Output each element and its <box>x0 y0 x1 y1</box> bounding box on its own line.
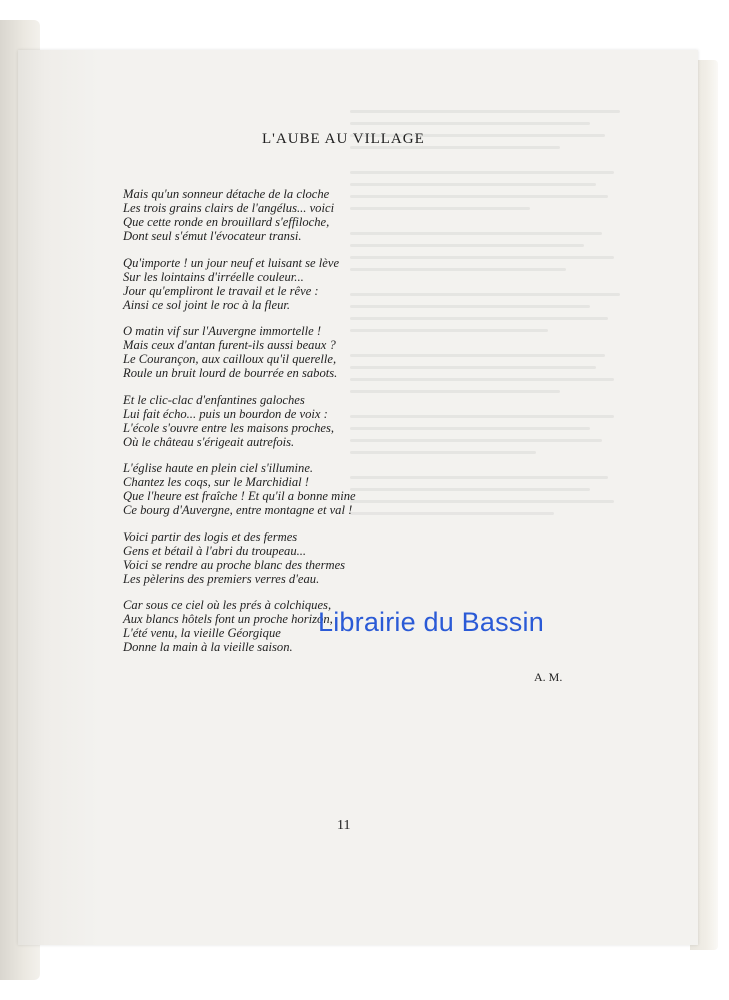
poem-line: Mais ceux d'antan furent-ils aussi beaux ? <box>123 338 336 352</box>
poem-line: Ce bourg d'Auvergne, entre montagne et val ! <box>123 503 353 517</box>
poem-line: Chantez les coqs, sur le Marchidial ! <box>123 475 309 489</box>
poem-line: Qu'importe ! un jour neuf et luisant se lève <box>123 255 340 270</box>
poem-line: Que l'heure est fraîche ! Et qu'il a bonne mine <box>123 489 356 503</box>
stanza-1 <box>123 187 423 243</box>
poem-line: Donne la main à la vieille saison. <box>123 640 293 654</box>
poem-line: Les trois grains clairs de l'angélus... voici <box>123 201 335 215</box>
poem-line: O matin vif sur l'Auvergne immortelle ! <box>123 324 322 338</box>
poem-line: Les pèlerins des premiers verres d'eau. <box>123 571 320 586</box>
poem-line: Ainsi ce sol joint le roc à la fleur. <box>123 297 291 312</box>
poem-line: L'église haute en plein ciel s'illumine. <box>123 461 314 475</box>
poem-line: Sur les lointains d'irréelle couleur... <box>123 269 304 284</box>
poem-line: L'été venu, la vieille Géorgique <box>123 626 281 640</box>
poem-line: Voici se rendre au proche blanc des thermes <box>123 557 346 572</box>
watermark: Librairie du Bassin <box>318 607 544 637</box>
poem-line: Car sous ce ciel où les prés à colchiques, <box>123 598 332 612</box>
stanza-6 <box>123 530 423 586</box>
poem-line: Jour qu'empliront le travail et le rêve : <box>123 283 319 298</box>
author-signature: A. M. <box>534 670 563 684</box>
stanza-5 <box>123 461 423 517</box>
poem-title: L'AUBE AU VILLAGE <box>262 131 425 147</box>
poem-line: Que cette ronde en brouillard s'effiloche, <box>123 215 330 229</box>
stanza-4 <box>123 393 423 449</box>
stanza-2 <box>123 256 423 312</box>
poem-line: Où le château s'érigeait autrefois. <box>123 434 295 449</box>
poem-line: Mais qu'un sonneur détache de la cloche <box>123 187 330 201</box>
poem-line: Dont seul s'émut l'évocateur transi. <box>123 229 302 243</box>
poem-line: Roule un bruit lourd de bourrée en sabots. <box>123 366 338 380</box>
poem-line: Et le clic-clac d'enfantines galoches <box>123 392 305 407</box>
poem-line: Voici partir des logis et des fermes <box>123 529 298 544</box>
poem-line: Aux blancs hôtels font un proche horizon, <box>123 612 333 626</box>
poem-line: Lui fait écho... puis un bourdon de voix : <box>123 406 328 421</box>
stanza-3 <box>123 324 423 380</box>
poem-body <box>123 187 423 667</box>
page-number: 11 <box>337 818 351 833</box>
poem-line: L'école s'ouvre entre les maisons proches, <box>123 420 335 435</box>
poem-line: Gens et bétail à l'abri du troupeau... <box>123 543 307 558</box>
poem-line: Le Courançon, aux cailloux qu'il querelle, <box>123 352 337 366</box>
